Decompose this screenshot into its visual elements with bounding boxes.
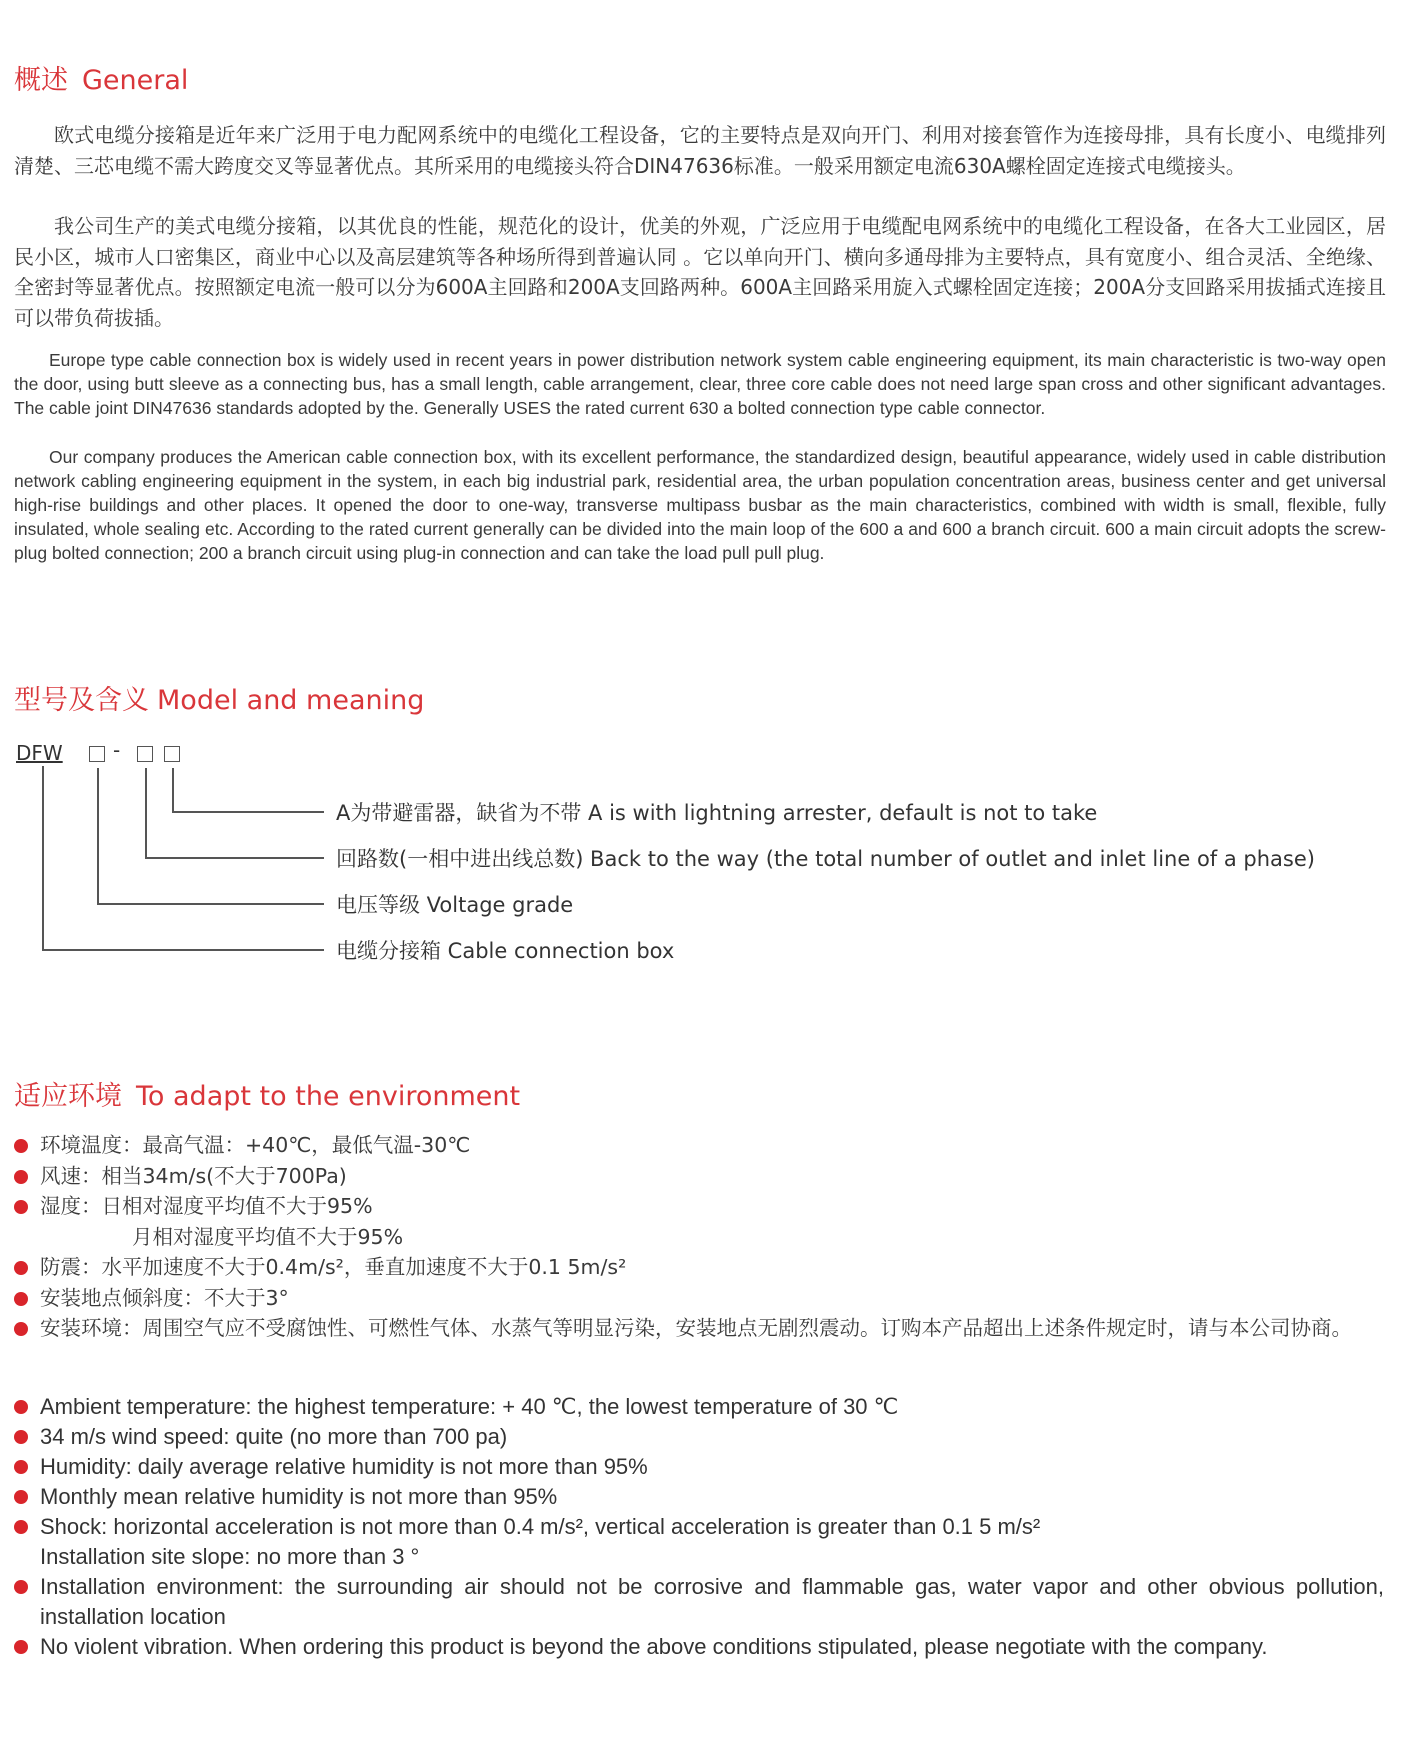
- list-item: [12, 1130, 1384, 1161]
- general-zh-paragraph-2: 我公司生产的美式电缆分接箱，以其优良的性能，规范化的设计，优美的外观，广泛应用于电缆配电网系统中的电缆化工程设备，在各大工业园区，居民小区，城市人口密集区，商业中心以及高层建筑等各种场所得到普遍认同 。它以单向开门、横向多通母排为主要特点，具有宽度小、组合灵活、全绝缘、全密封等显著优点。按照额定电流一般可以分为600A主回路和200A支回路两种。600A主回路采用旋入式螺栓固定连接；200A分支回路采用拔插式连接且可以带负荷拔插。: [14, 214, 1386, 330]
- list-item: [12, 1632, 1384, 1662]
- list-item: [12, 1512, 1384, 1542]
- bullet-icon: [14, 1430, 28, 1444]
- env-en-installation: Installation environment: the surrounding air should not be corrosive and flammable gas, water vapor and other obvious pollution, installation location: [40, 1574, 1384, 1629]
- list-item: [12, 1313, 1384, 1344]
- bullet-icon: [14, 1400, 28, 1414]
- model-dash: -: [113, 738, 121, 762]
- list-item: [12, 1422, 1384, 1452]
- circuit-connector-h: [145, 857, 324, 859]
- environment-en-list: [12, 1392, 1384, 1662]
- voltage-connector-v: [97, 768, 99, 904]
- env-zh-installation: 安装环境：周围空气应不受腐蚀性、可燃性气体、水蒸气等明显污染，安装地点无剧烈震动。订购本产品超出上述条件规定时，请与本公司协商。: [40, 1316, 1352, 1340]
- general-heading: [14, 58, 188, 97]
- list-item: [12, 1161, 1384, 1192]
- env-en-humidity-monthly: Monthly mean relative humidity is not more than 95%: [40, 1484, 558, 1509]
- bullet-icon: [14, 1139, 28, 1153]
- bullet-icon: [14, 1640, 28, 1654]
- general-en-paragraph-2: Our company produces the American cable connection box, with its excellent performance, the standardized design, beautiful appearance, widely used in cable distribution network cabling engineering equipment in the system, in each big industrial park, residential area, the urban population concentration areas, business center and get universal high-rise buildings and other places. It opened the door to one-way, transverse multipass busbar as the main characteristics, combined with width is small, flexible, fully insulated, whole sealing etc. According to the rated current generally can be divided into the main loop of the 600 a and 600 a branch circuit. 600 a main circuit adopts the screw-plug bolted connection; 200 a branch circuit using plug-in connection and can take the load pull pull plug.: [14, 447, 1386, 563]
- legend-arrester: A为带避雷器，缺省为不带 A is with lightning arrester, default is not to take: [336, 801, 1098, 825]
- env-zh-temperature: 环境温度：最高气温：+40℃，最低气温-30℃: [40, 1133, 471, 1157]
- env-en-temperature: Ambient temperature: the highest temperature: + 40 ℃, the lowest temperature of 30 ℃: [40, 1394, 899, 1419]
- list-item: [12, 1482, 1384, 1512]
- model-heading-en: Model and meaning: [157, 685, 425, 716]
- env-en-vibration: No violent vibration. When ordering this product is beyond the above conditions stipulated, please negotiate with the company.: [40, 1634, 1268, 1659]
- general-heading-zh: 概述: [14, 65, 68, 96]
- env-zh-humidity-monthly: 月相对湿度平均值不大于95%: [132, 1224, 404, 1249]
- circuit-connector-v: [145, 768, 147, 858]
- general-zh-paragraph-1: 欧式电缆分接箱是近年来广泛用于电力配网系统中的电缆化工程设备，它的主要特点是双向开门、利用对接套管作为连接母排，具有长度小、电缆排列清楚、三芯电缆不需大跨度交叉等显著优点。其所采用的电缆接头符合DIN47636标准。一般采用额定电流630A螺栓固定连接式电缆接头。: [14, 123, 1386, 178]
- environment-heading-en: To adapt to the environment: [136, 1081, 521, 1112]
- box-connector-v: [42, 766, 44, 950]
- list-item: [12, 1283, 1384, 1314]
- circuit-count-box: [137, 746, 153, 762]
- bullet-icon: [14, 1170, 28, 1184]
- list-item: [12, 1222, 1384, 1253]
- voltage-grade-box: [89, 746, 105, 762]
- model-heading: [14, 678, 424, 717]
- environment-heading: [14, 1074, 520, 1113]
- legend-circuit-count: 回路数(一相中进出线总数) Back to the way (the total number of outlet and inlet line of a phase): [336, 847, 1315, 871]
- env-zh-slope: 安装地点倾斜度：不大于3°: [40, 1285, 289, 1310]
- env-en-humidity: Humidity: daily average relative humidity is not more than 95%: [40, 1454, 648, 1479]
- list-item: [12, 1452, 1384, 1482]
- box-connector-h: [42, 949, 324, 951]
- legend-voltage-grade: 电压等级 Voltage grade: [336, 893, 574, 917]
- arrester-connector-v: [172, 768, 174, 812]
- env-zh-shock: 防震：水平加速度不大于0.4m/s²，垂直加速度不大于0.1 5m/s²: [40, 1255, 627, 1279]
- list-item: [12, 1542, 1384, 1572]
- voltage-connector-h: [97, 903, 324, 905]
- env-en-slope: Installation site slope: no more than 3 °: [40, 1544, 420, 1569]
- bullet-icon: [14, 1460, 28, 1474]
- bullet-icon: [14, 1580, 28, 1594]
- env-en-shock: Shock: horizontal acceleration is not more than 0.4 m/s², vertical acceleration is greater than 0.1 5 m/s²: [40, 1514, 1041, 1539]
- arrester-connector-h: [172, 811, 324, 813]
- environment-heading-zh: 适应环境: [14, 1081, 122, 1112]
- env-zh-wind: 风速：相当34m/s(不大于700Pa): [40, 1163, 347, 1188]
- bullet-icon: [14, 1520, 28, 1534]
- general-heading-en: General: [82, 65, 189, 96]
- arrester-box: [164, 746, 180, 762]
- list-item: [12, 1572, 1384, 1632]
- bullet-icon: [14, 1200, 28, 1214]
- list-item: [12, 1392, 1384, 1422]
- general-en-paragraph-1: Europe type cable connection box is widely used in recent years in power distribution network system cable engineering equipment, its main characteristic is two-way open the door, using butt sleeve as a connecting bus, has a small length, cable arrangement, clear, three core cable does not need large span cross and other significant advantages. The cable joint DIN47636 standards adopted by the. Generally USES the rated current 630 a bolted connection type cable connector.: [14, 350, 1386, 418]
- bullet-icon: [14, 1292, 28, 1306]
- model-code: DFW: [16, 741, 63, 765]
- environment-zh-list: [12, 1130, 1384, 1344]
- list-item: [12, 1252, 1384, 1283]
- list-item: [12, 1191, 1384, 1222]
- model-heading-zh: 型号及含义: [14, 685, 149, 716]
- bullet-icon: [14, 1261, 28, 1275]
- legend-cable-box: 电缆分接箱 Cable connection box: [336, 939, 675, 963]
- env-zh-humidity: 湿度：日相对湿度平均值不大于95%: [40, 1194, 373, 1218]
- env-en-wind: 34 m/s wind speed: quite (no more than 700 pa): [40, 1424, 508, 1449]
- bullet-icon: [14, 1490, 28, 1504]
- bullet-icon: [14, 1322, 28, 1336]
